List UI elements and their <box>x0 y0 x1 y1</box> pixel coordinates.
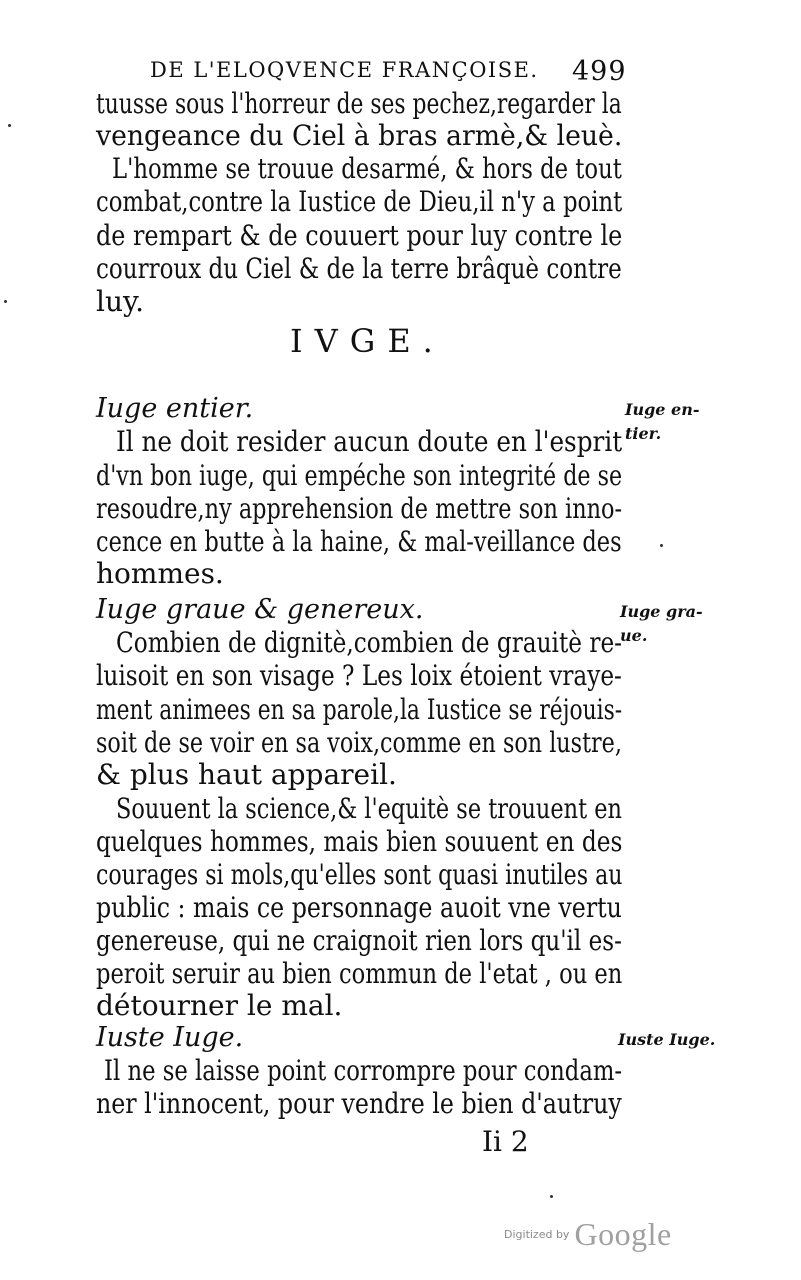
text-line: genereuse, qui ne craignoit rien lors qu'il es- <box>96 924 622 957</box>
scan-speck <box>4 300 7 303</box>
text-line: luisoit en son visage ? Les loix étoient vraye- <box>96 659 622 692</box>
scan-speck <box>550 1195 553 1198</box>
entry-subhead: Iuge entier. <box>96 393 254 424</box>
running-title: DE L'ELOQVENCE FRANÇOISE. <box>150 58 539 82</box>
text-line: Souuent la science,& l'equitè se trouuent en <box>116 792 622 825</box>
scan-speck <box>8 124 11 127</box>
margin-note <box>620 602 703 646</box>
margin-note-line: Iuge en- <box>625 400 700 419</box>
google-logo: Google <box>574 1216 672 1252</box>
scan-speck <box>660 544 663 547</box>
text-line: resoudre,ny apprehension de mettre son inno- <box>96 492 623 525</box>
signature-mark: Ii 2 <box>482 1125 529 1158</box>
text-line: d'vn bon iuge, qui empéche son integrité de se <box>96 459 623 492</box>
margin-note <box>625 400 700 444</box>
text-line: peroit seruir au bien commun de l'etat , ou en <box>96 957 623 990</box>
digitized-watermark <box>504 1216 672 1253</box>
text-line: hommes. <box>96 557 224 590</box>
text-line: courroux du Ciel & de la terre brâquè contre <box>96 252 622 285</box>
text-line: combat,contre la Iustice de Dieu,il n'y a point <box>96 185 623 218</box>
page-number: 499 <box>572 56 627 87</box>
text-line: cence en butte à la haine, & mal-veillance des <box>96 525 622 558</box>
margin-note-line: ue. <box>620 626 648 645</box>
text-line: ner l'innocent, pour vendre le bien d'autruy <box>96 1087 622 1120</box>
text-line: Il ne se laisse point corrompre pour condam- <box>104 1054 623 1087</box>
text-line: détourner le mal. <box>96 989 343 1022</box>
entry-subhead: Iuste Iuge. <box>96 1022 244 1053</box>
section-heading: IVGE. <box>290 322 445 360</box>
entry-subhead: Iuge graue & genereux. <box>96 594 424 625</box>
margin-note-line: Iuste Iuge. <box>618 1030 716 1049</box>
text-line: soit de se voir en sa voix,comme en son lustre, <box>96 726 622 759</box>
text-line: courages si mols,qu'elles sont quasi inutiles au <box>96 858 623 891</box>
text-line: public : mais ce personnage auoit vne vertu <box>96 891 622 924</box>
text-line: L'homme se trouue desarmé, & hors de tout <box>112 152 622 185</box>
margin-note-line: Iuge gra- <box>620 602 703 621</box>
margin-note-line: tier. <box>625 424 662 443</box>
watermark-label: Digitized by <box>504 1228 570 1241</box>
text-line: tuusse sous l'horreur de ses pechez,regarder la <box>96 87 622 120</box>
text-line: de rempart & de couuert pour luy contre le <box>96 219 623 252</box>
text-line: luy. <box>96 285 144 318</box>
margin-note <box>618 1030 715 1050</box>
text-line: vengeance du Ciel à bras armè,& leuè. <box>96 119 623 152</box>
text-line: Combien de dignitè,combien de grauitè re- <box>116 626 623 659</box>
text-line: Il ne doit resider aucun doute en l'esprit <box>116 425 623 458</box>
text-line: & plus haut appareil. <box>96 758 397 791</box>
text-line: quelques hommes, mais bien souuent en des <box>96 825 623 858</box>
text-line: ment animees en sa parole,la Iustice se réjouis- <box>96 693 623 726</box>
